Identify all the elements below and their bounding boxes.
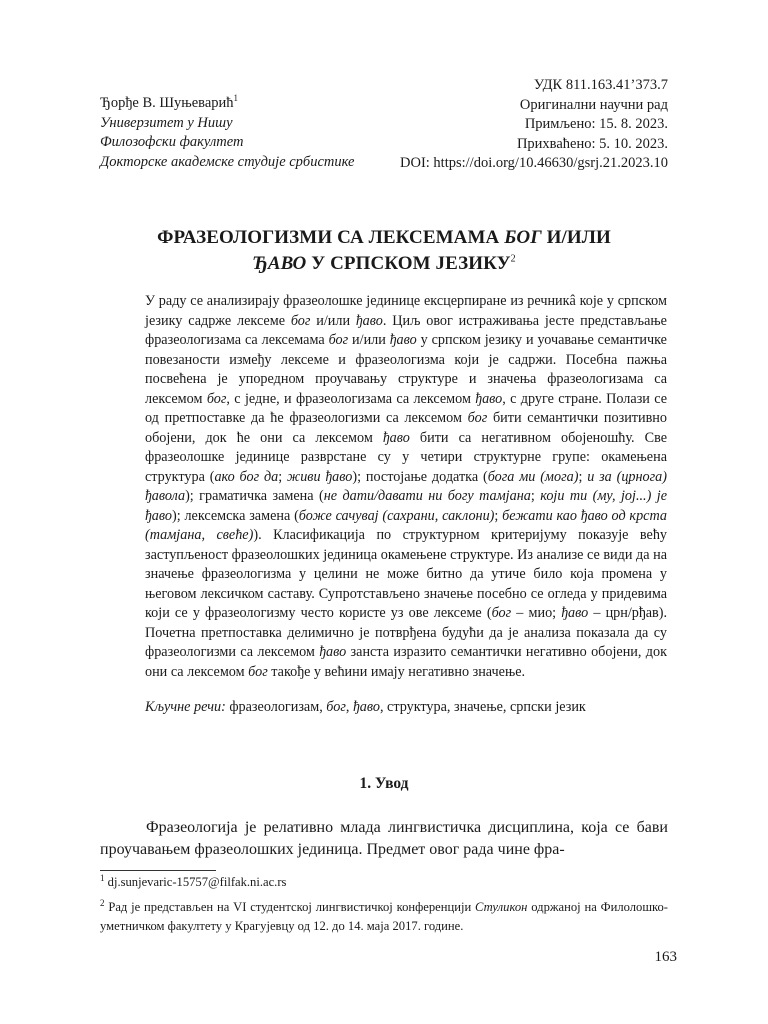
- author-faculty: Филозофски факултет: [100, 134, 244, 151]
- accepted-date: Прихваћено: 5. 10. 2023.: [516, 135, 668, 152]
- doi-link[interactable]: DOI: https://doi.org/10.46630/gsrj.21.2023.10: [400, 155, 668, 172]
- paper-title: ФРАЗЕОЛОГИЗМИ СА ЛЕКСЕМАМА БОГ И/ИЛИ ЂАВО У СРПСКОМ ЈЕЗИКУ$^2$: [157, 227, 611, 274]
- article-metadata: [400, 76, 668, 174]
- page-number: 163: [654, 949, 677, 965]
- author-email[interactable]: dj.sunjevaric-15757@filfak.ni.ac.rs: [104, 875, 287, 889]
- footnote-ref-2[interactable]: 2: [510, 253, 516, 265]
- footnote-divider: [100, 870, 216, 871]
- abstract: У раду се анализирају фразеолошке јединице ексцерпиране из речникâ које у српском језику садрже лексеме бог и/или ђаво. Циљ овог истраживања јесте представљање фразеологизама са лексемама бог и/или ђаво у српском језику и уочавање семантичке повезаности између лексеме и фразеологизма који је садржи. Посебна пажња посвећена је упоредном проучавању структуре и значења фразеологизама са лексемом бог, с једне, и фразеологизама са лексемом ђаво, с друге стране. Полази се од претпоставке да ће фразеологизми са лексемом бог бити семантички позитивно обојени, док ће они са лексемом ђаво бити са негативном обојеношћу. Све фразеолошке јединице разврстане су у четири структурне групе: окамењена структура (ако бог да; живи ђаво); постојање додатка (бога ми (мога); и за (црнога) ђавола); граматичка замена (не дати/давати ни богу тамјана; који ти (му, јој...) је ђаво); лексемска замена (боже сачувај (сахрани, саклони); бежати као ђаво од крста (тамјана, свеће)). Класификација по структурном критеријуму показује већу заступљеност фразеолошких јединица окамењене структуре. Из анализе се види да на значење фразеологизма у целини не може битно да утиче било која промена у његовом лексичком саставу. Супротстављено значење посебно се огледа у придевима који се у фразеологизму често користе уз ове лексеме (бог – мио; ђаво – црн/рђав). Почетна претпоставка делимично је потврђена будући да је анализа показала да су фразеологизми са лексемом ђаво занста изразито семантички негативно обојени, док они са лексемом бог такође у већини имају негативно значење.: [145, 293, 668, 680]
- section-heading: 1. Увод: [359, 775, 409, 792]
- keywords-label: Кључне речи:: [145, 699, 226, 715]
- footnote-ref-1[interactable]: 1: [233, 93, 239, 104]
- udk-code: УДК 811.163.41’373.7: [533, 77, 668, 93]
- author-university: Универзитет у Нишу: [100, 114, 233, 131]
- author-name: Ђорђе В. Шуњеварић$^1$: [100, 93, 239, 111]
- author-program: Докторске академске студије србистике: [100, 153, 355, 170]
- footnote-2: $^2$ Рад је представљен на VI студентској лингвистичкој конференцији Стуликон одржаној на Филолошко-уметничком факултету у Крагујевцу од 12. до 14. маја 2017. године.: [100, 897, 668, 933]
- received-date: Примљено: 15. 8. 2023.: [524, 116, 668, 133]
- footnote-1: $^1$ dj.sunjevaric-15757@filfak.ni.ac.rs: [100, 872, 287, 889]
- keywords: Кључне речи: фразеологизам, бог, ђаво, структура, значење, српски језик: [145, 699, 586, 715]
- author-block: [100, 94, 355, 172]
- article-type: Оригинални научни рад: [519, 96, 668, 113]
- body-paragraph: Фразеологија је релативно млада лингвистичка дисциплина, која се бави проучавањем фразеолошких јединица. Предмет овог рада чине фра-: [100, 819, 668, 858]
